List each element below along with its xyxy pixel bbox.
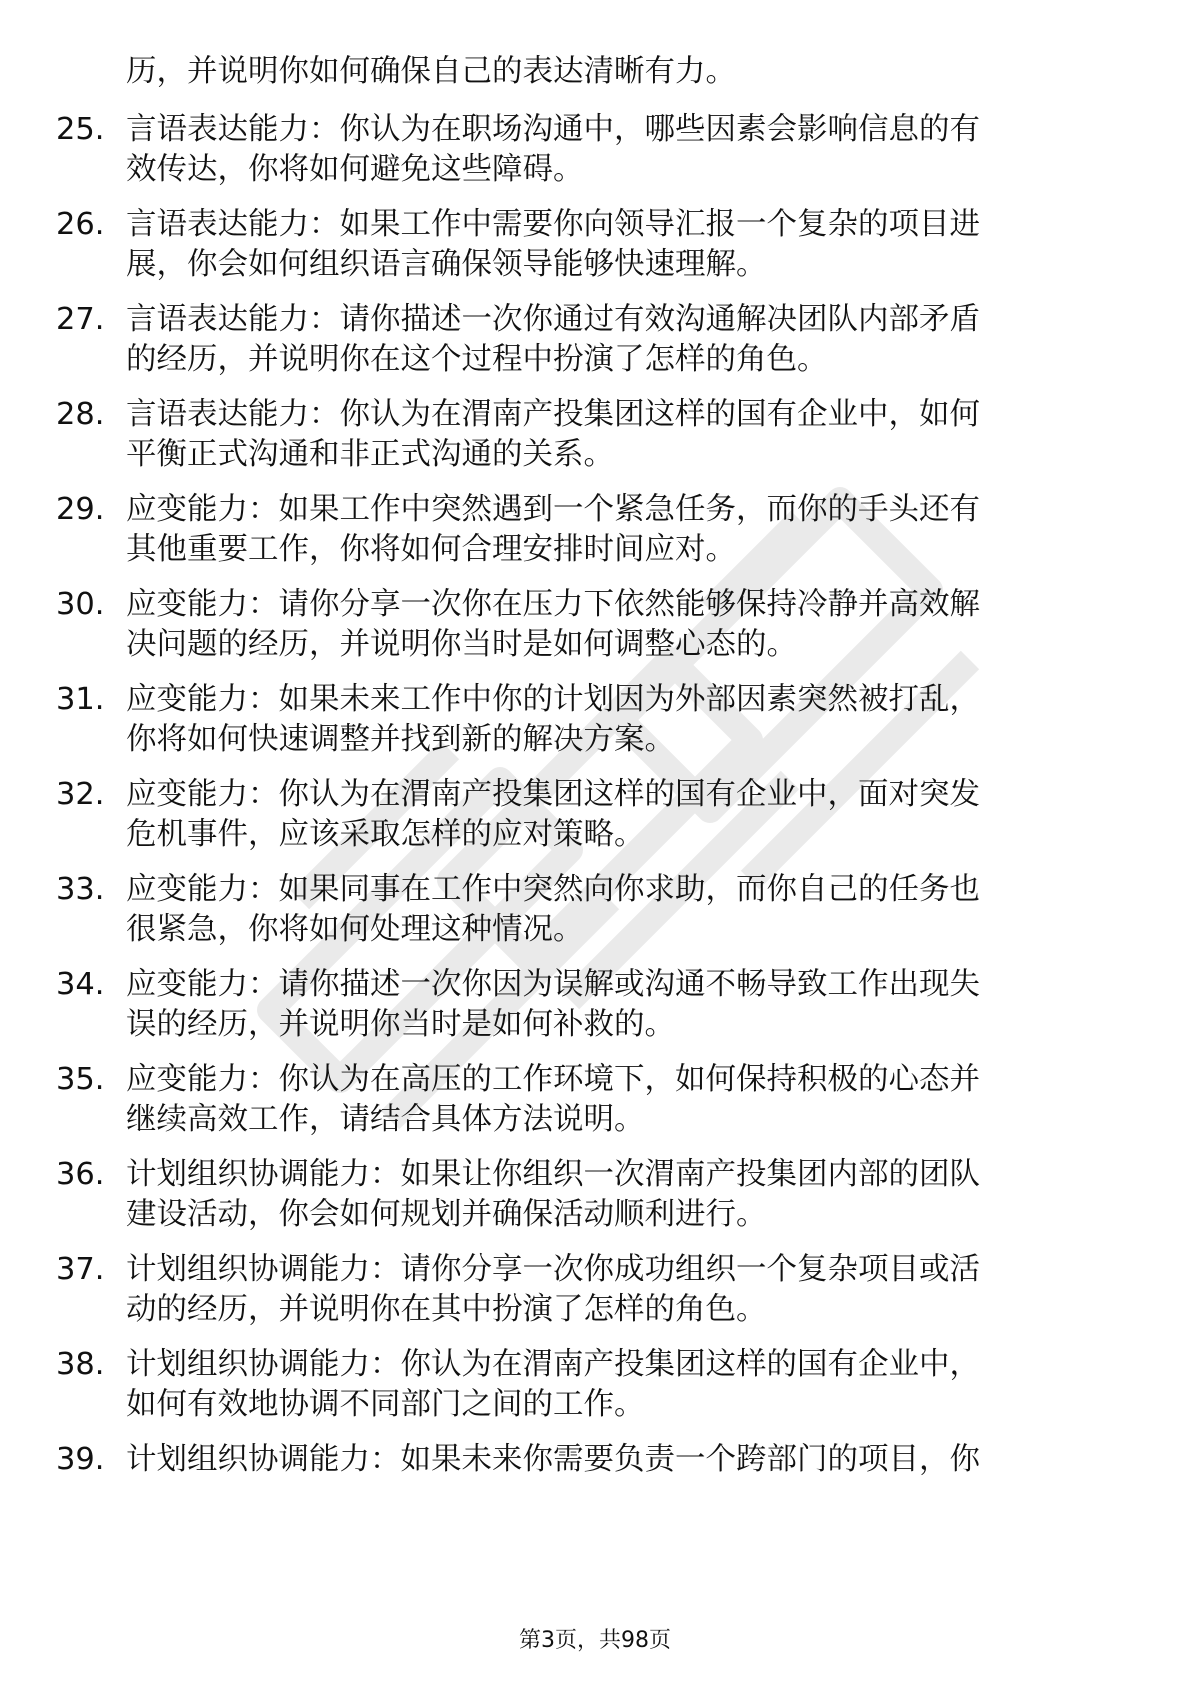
list-item — [0, 775, 1190, 865]
item-line: 应变能力：如果工作中突然遇到一个紧急任务，而你的手头还有 — [126, 492, 980, 527]
list-item — [0, 1345, 1190, 1435]
list-item — [0, 110, 1190, 200]
item-line: 误的经历，并说明你当时是如何补救的。 — [126, 1007, 675, 1042]
item-line: 效传达，你将如何避免这些障碍。 — [126, 152, 584, 187]
item-line: 应变能力：请你描述一次你因为误解或沟通不畅导致工作出现失 — [126, 967, 980, 1002]
item-number: 34. — [56, 967, 105, 1002]
item-line: 你将如何快速调整并找到新的解决方案。 — [126, 722, 675, 757]
list-item — [0, 1060, 1190, 1150]
item-line: 动的经历，并说明你在其中扮演了怎样的角色。 — [126, 1292, 767, 1327]
item-number: 32. — [56, 777, 105, 812]
item-line: 应变能力：你认为在高压的工作环境下，如何保持积极的心态并 — [126, 1062, 980, 1097]
list-item — [0, 1440, 1190, 1530]
continuation-line: 历，并说明你如何确保自己的表达清晰有力。 — [126, 54, 736, 89]
item-line: 应变能力：你认为在渭南产投集团这样的国有企业中，面对突发 — [126, 777, 980, 812]
item-line: 计划组织协调能力：如果未来你需要负责一个跨部门的项目，你 — [126, 1442, 980, 1477]
list-item — [0, 300, 1190, 390]
list-item — [0, 205, 1190, 295]
item-number: 33. — [56, 872, 105, 907]
item-number: 31. — [56, 682, 105, 717]
list-item — [0, 395, 1190, 485]
item-number: 29. — [56, 492, 105, 527]
item-line: 决问题的经历，并说明你当时是如何调整心态的。 — [126, 627, 797, 662]
list-item — [0, 1155, 1190, 1245]
item-number: 28. — [56, 397, 105, 432]
item-number: 26. — [56, 207, 105, 242]
item-line: 如何有效地协调不同部门之间的工作。 — [126, 1387, 645, 1422]
item-line: 展，你会如何组织语言确保领导能够快速理解。 — [126, 247, 767, 282]
item-number: 37. — [56, 1252, 105, 1287]
item-line: 言语表达能力：如果工作中需要你向领导汇报一个复杂的项目进 — [126, 207, 980, 242]
item-line: 计划组织协调能力：你认为在渭南产投集团这样的国有企业中， — [126, 1347, 980, 1382]
item-number: 39. — [56, 1442, 105, 1477]
list-item — [0, 585, 1190, 675]
list-item — [0, 870, 1190, 960]
item-line: 言语表达能力：请你描述一次你通过有效沟通解决团队内部矛盾 — [126, 302, 980, 337]
page-footer: 第3页，共98页 — [519, 1628, 671, 1653]
item-line: 应变能力：如果未来工作中你的计划因为外部因素突然被打乱， — [126, 682, 980, 717]
item-line: 继续高效工作，请结合具体方法说明。 — [126, 1102, 645, 1137]
item-line: 应变能力：请你分享一次你在压力下依然能够保持冷静并高效解 — [126, 587, 980, 622]
item-line: 应变能力：如果同事在工作中突然向你求助，而你自己的任务也 — [126, 872, 980, 907]
item-number: 25. — [56, 112, 105, 147]
item-line: 很紧急，你将如何处理这种情况。 — [126, 912, 584, 947]
item-number: 27. — [56, 302, 105, 337]
item-number: 36. — [56, 1157, 105, 1192]
item-line: 言语表达能力：你认为在渭南产投集团这样的国有企业中，如何 — [126, 397, 980, 432]
item-line: 建设活动，你会如何规划并确保活动顺利进行。 — [126, 1197, 767, 1232]
list-item — [0, 490, 1190, 580]
item-number: 35. — [56, 1062, 105, 1097]
item-line: 平衡正式沟通和非正式沟通的关系。 — [126, 437, 614, 472]
list-item — [0, 1250, 1190, 1340]
item-line: 计划组织协调能力：请你分享一次你成功组织一个复杂项目或活 — [126, 1252, 980, 1287]
list-item — [0, 680, 1190, 770]
item-number: 38. — [56, 1347, 105, 1382]
item-line: 危机事件，应该采取怎样的应对策略。 — [126, 817, 645, 852]
list-item — [0, 965, 1190, 1055]
item-line: 其他重要工作，你将如何合理安排时间应对。 — [126, 532, 736, 567]
item-line: 言语表达能力：你认为在职场沟通中，哪些因素会影响信息的有 — [126, 112, 980, 147]
item-line: 的经历，并说明你在这个过程中扮演了怎样的角色。 — [126, 342, 828, 377]
item-number: 30. — [56, 587, 105, 622]
item-line: 计划组织协调能力：如果让你组织一次渭南产投集团内部的团队 — [126, 1157, 980, 1192]
